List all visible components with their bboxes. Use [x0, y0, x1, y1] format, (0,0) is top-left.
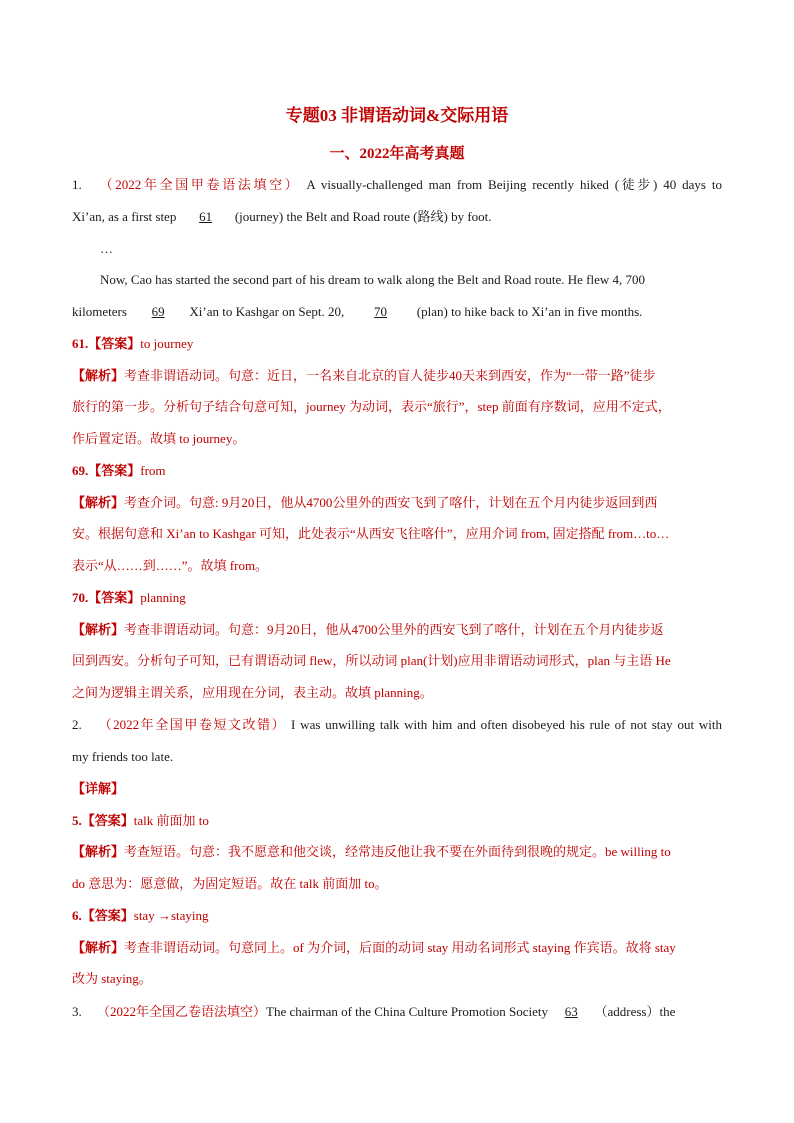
analysis-5-line-1	[72, 843, 671, 861]
answer-label: 5.【答案】	[72, 813, 134, 828]
answer-value: stay →staying	[133, 908, 209, 923]
analysis-69-line-3: 表示“从……到……”。故填 from。	[72, 558, 269, 573]
blank-70: 70	[374, 304, 388, 319]
analysis-text: 考查短语。句意：我不愿意和他交谈，经常违反他让我不要在外面待到很晚的规定。be willing to	[124, 844, 671, 859]
question-source: （2022年全国乙卷语法填空）	[97, 1004, 267, 1019]
question-1-line-1	[72, 176, 722, 194]
analysis-61-line-2: 旅行的第一步。分析句子结合句意可知，journey 为动词，表示“旅行”，step 前面有序数词，应用不定式，	[72, 399, 671, 414]
question-text: kilometers	[72, 304, 131, 319]
answer-value: from	[140, 463, 166, 478]
analysis-tag: 【解析】	[72, 622, 125, 637]
question-text: Xi’an to Kashgar on Sept. 20,	[186, 304, 348, 319]
analysis-text: 考查介词。句意: 9月20日，他从4700公里外的西安飞到了喀什，计划在五个月内徒步返回到西	[124, 495, 658, 510]
answer-6	[72, 907, 209, 925]
question-3-line-1	[72, 1003, 675, 1021]
analysis-70-line-1	[72, 621, 664, 639]
question-text: The chairman of the China Culture Promotion Society	[266, 1004, 552, 1019]
analysis-69-line-2: 安。根据句意和 Xi’an to Kashgar 可知，此处表示“从西安飞往喀什”，应用介词 from, 固定搭配 from…to…	[72, 526, 670, 541]
blank-61: 61	[199, 209, 213, 224]
question-1-line-4	[72, 303, 642, 321]
answer-69	[72, 462, 166, 480]
answer-label: 61.【答案】	[72, 336, 141, 351]
answer-label: 69.【答案】	[72, 463, 141, 478]
analysis-61-line-3: 作后置定语。故填 to journey。	[72, 431, 246, 446]
analysis-5-line-2: do 意思为：愿意做，为固定短语。故在 talk 前面加 to。	[72, 876, 388, 891]
question-1-line-2	[72, 208, 492, 226]
blank-63: 63	[564, 1004, 578, 1019]
answer-value: talk 前面加 to	[133, 813, 209, 828]
analysis-6-line-1	[72, 939, 676, 957]
analysis-tag: 【解析】	[72, 495, 125, 510]
section-heading: 一、2022年高考真题	[329, 146, 465, 162]
question-text: Xi’an, as a first step	[72, 209, 180, 224]
answer-value: to journey	[140, 336, 194, 351]
answer-value: planning	[140, 590, 186, 605]
blank-69: 69	[151, 304, 165, 319]
analysis-70-line-3: 之间为逻辑主谓关系，应用现在分词，表主动。故填 planning。	[72, 685, 433, 700]
analysis-6-line-2: 改为 staying。	[72, 971, 152, 986]
analysis-61-line-1	[72, 367, 656, 385]
detail-heading: 【详解】	[72, 781, 125, 796]
answer-label: 6.【答案】	[72, 908, 134, 923]
analysis-70-line-2: 回到西安。分析句子可知，已有谓语动词 flew，所以动词 plan(计划)应用非谓语动词形式，plan 与主语 He	[72, 653, 671, 668]
answer-5	[72, 812, 209, 830]
question-text: I was unwilling talk with him and often disobeyed his rule of not stay out with	[291, 717, 723, 732]
question-source: （2022年全国甲卷语法填空）	[99, 177, 301, 192]
question-2-line-1	[72, 716, 722, 734]
analysis-tag: 【解析】	[72, 940, 125, 955]
answer-70	[72, 589, 186, 607]
answer-label: 70.【答案】	[72, 590, 141, 605]
analysis-69-line-1	[72, 494, 657, 512]
analysis-text: 考查非谓语动词。句意：近日，一名来自北京的盲人徒步40天来到西安，作为“一带一路”徒步	[124, 368, 656, 383]
analysis-tag: 【解析】	[72, 844, 125, 859]
question-text: (plan) to hike back to Xi’an in five months.	[413, 304, 643, 319]
question-source: （2022年全国甲卷短文改错）	[98, 717, 287, 732]
analysis-text: 考查非谓语动词。句意同上。of 为介词，后面的动词 stay 用动名词形式 staying 作宾语。故将 stay	[124, 940, 676, 955]
question-number: 1.	[72, 177, 82, 192]
analysis-text: 考查非谓语动词。句意：9月20日，他从4700公里外的西安飞到了喀什，计划在五个月内徒步返	[124, 622, 664, 637]
question-text: (journey) the Belt and Road route (路线) by foot.	[231, 209, 492, 224]
question-number: 2.	[72, 717, 82, 732]
question-text: （address）the	[591, 1004, 676, 1019]
analysis-tag: 【解析】	[72, 368, 125, 383]
question-1-line-3: Now, Cao has started the second part of his dream to walk along the Belt and Road route. He flew 4, 700	[100, 272, 646, 287]
ellipsis: …	[100, 241, 113, 256]
answer-61	[72, 335, 193, 353]
page-title: 专题03 非谓语动词&交际用语	[285, 106, 509, 125]
question-text: A visually-challenged man from Beijing recently hiked (徒步) 40 days to	[306, 177, 723, 192]
question-number: 3.	[72, 1004, 82, 1019]
question-2-line-2: my friends too late.	[72, 749, 174, 764]
